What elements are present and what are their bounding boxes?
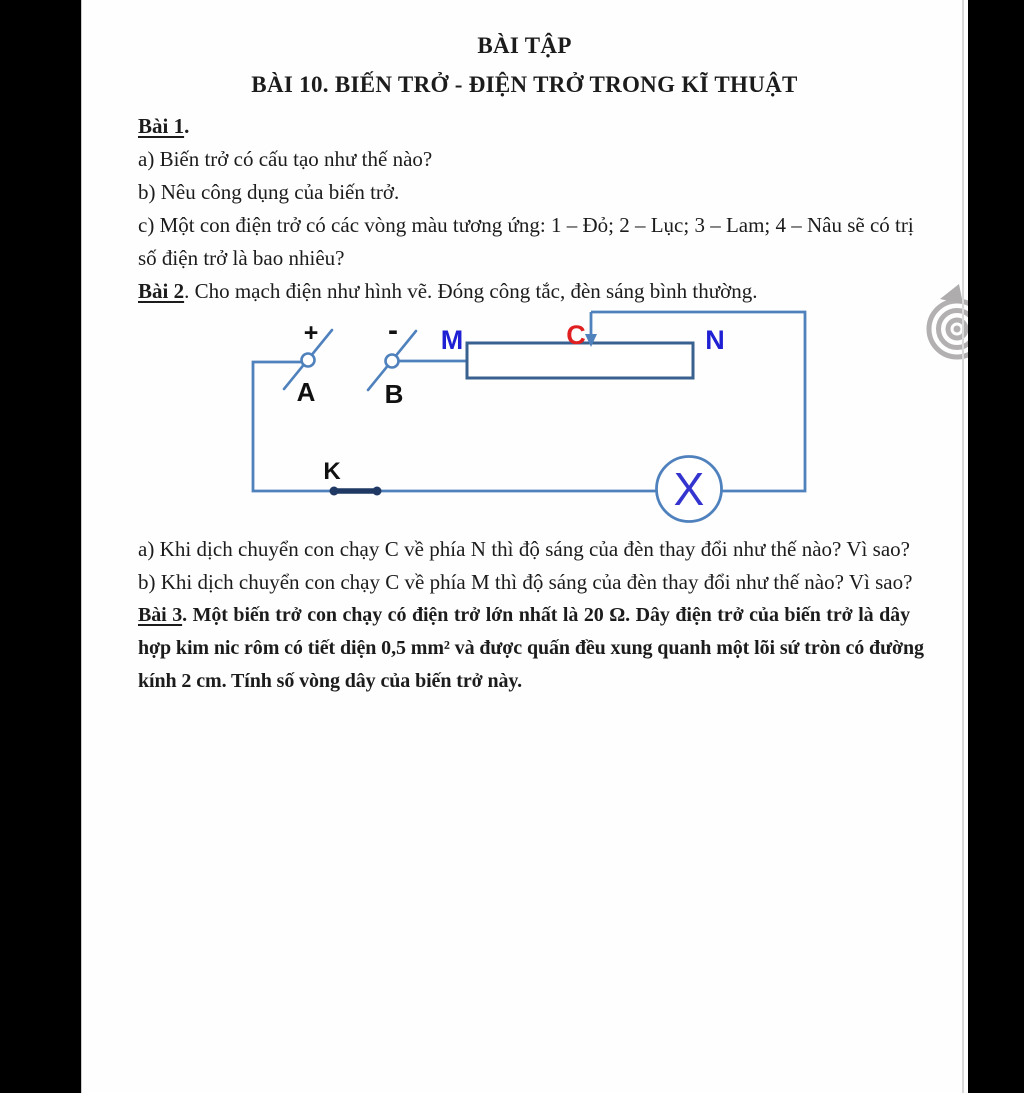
exercise1-question-c-line1: c) Một con điện trở có các vòng màu tương ứng: 1 – Đỏ; 2 – Lục; 3 – Lam; 4 – Nâu sẽ có trị [138, 213, 914, 237]
exercise3-line1-text: . Một biến trở con chạy có điện trở lớn nhất là 20 Ω. Dây điện trở của biến trở là dây [182, 604, 910, 626]
exercise1-heading [138, 110, 910, 143]
label-terminal-a: A [296, 377, 316, 407]
exercise1-block [138, 110, 914, 308]
label-terminal-b: B [384, 379, 404, 409]
exercise2-question-b: b) Khi dịch chuyển con chạy C về phía M thì độ sáng của đèn thay đổi như thế nào? Vì sao? [138, 570, 913, 594]
letterbox-left [0, 0, 82, 1093]
exercise2-intro: . Cho mạch điện như hình vẽ. Đóng công tắc, đèn sáng bình thường. [184, 279, 758, 303]
lamp-icon [657, 457, 722, 522]
label-plus: + [303, 319, 319, 347]
exercise1-question-b: b) Nêu công dụng của biến trở. [138, 180, 400, 204]
exercise3-line1 [138, 599, 910, 632]
exercise2-heading [138, 275, 910, 308]
exercise2-question-a: a) Khi dịch chuyển con chạy C về phía N thì độ sáng của đèn thay đổi như thế nào? Vì sao? [138, 537, 910, 561]
exercise1-question-a: a) Biến trở có cấu tạo như thế nào? [138, 147, 433, 171]
exercise3-line2: hợp kim nic rôm có tiết diện 0,5 mm² và được quấn đều xung quanh một lõi sứ tròn có đường [138, 637, 924, 659]
label-minus: - [388, 314, 398, 347]
exercise2-3-block [138, 533, 924, 698]
letterbox-right [968, 0, 1024, 1093]
exercise3-label: Bài 3 [138, 604, 183, 626]
exercise3-line3: kính 2 cm. Tính số vòng dây của biến trở này. [138, 670, 523, 692]
label-switch-k: K [323, 458, 341, 485]
spiral-arrow-icon [940, 284, 963, 304]
page-title: BÀI TẬP [477, 33, 572, 58]
switch-icon [330, 487, 382, 496]
label-node-n: N [705, 325, 725, 355]
page-edge-shadow [962, 0, 964, 1093]
label-node-m: M [440, 325, 464, 355]
exercise1-label: Bài 1 [138, 114, 185, 138]
label-slider-c: C [566, 320, 586, 350]
lesson-title: BÀI 10. BIẾN TRỞ - ĐIỆN TRỞ TRONG KĨ THUẬT [251, 72, 798, 97]
exercise1-question-c-line2: số điện trở là bao nhiêu? [138, 246, 345, 270]
exercise2-label: Bài 2 [138, 279, 185, 303]
lamp-label: X [673, 463, 705, 515]
exercise1-label-suffix: . [184, 114, 190, 138]
